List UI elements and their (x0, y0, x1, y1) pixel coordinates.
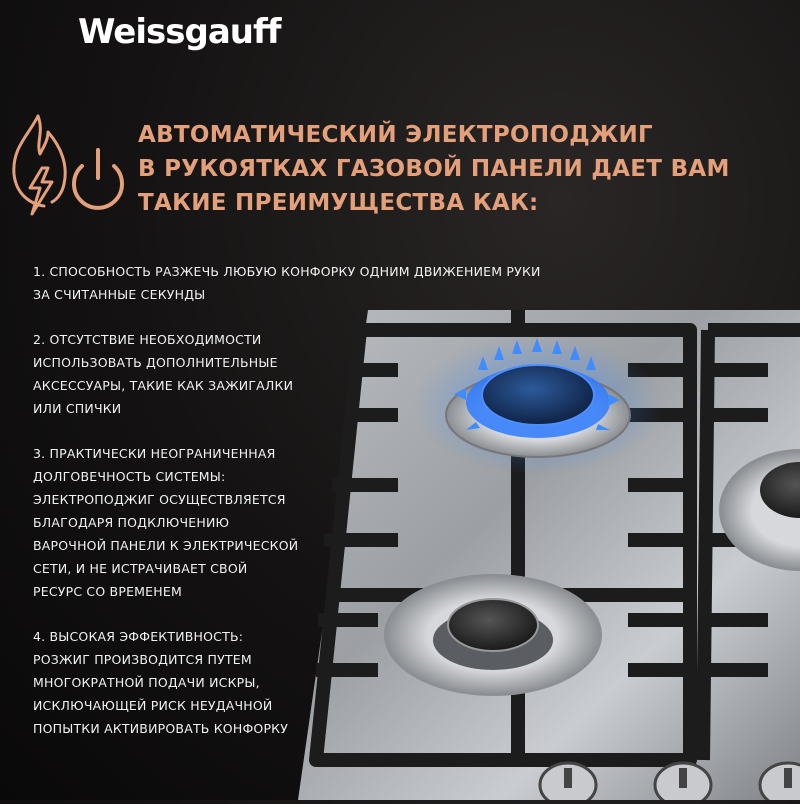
power-icon (74, 150, 122, 208)
benefit-line: ЗА СЧИТАННЫЕ СЕКУНДЫ (33, 287, 206, 302)
burner-cap (482, 365, 594, 425)
benefit-line: ПОПЫТКИ АКТИВИРОВАТЬ КОНФОРКУ (33, 721, 289, 736)
headline-line: АВТОМАТИЧЕСКИЙ ЭЛЕКТРОПОДЖИГ (138, 122, 654, 148)
benefit-line: СЕТИ, И НЕ ИСТРАЧИВАЕТ СВОЙ (33, 561, 248, 576)
benefit-line: ЭЛЕКТРОПОДЖИГ ОСУЩЕСТВЛЯЕТСЯ (33, 492, 286, 507)
benefit-line: 1. СПОСОБНОСТЬ РАЗЖЕЧЬ ЛЮБУЮ КОНФОРКУ ОДНИМ ДВИЖЕНИЕМ РУКИ (33, 264, 541, 279)
headline (138, 118, 730, 220)
headline-line: ТАКИЕ ПРЕИМУЩЕСТВА КАК: (138, 190, 539, 216)
benefit-line: БЛАГОДАРЯ ПОДКЛЮЧЕНИЮ (33, 515, 230, 530)
brand-logo: Weissgauff (78, 12, 281, 52)
benefit-line: ИЛИ СПИЧКИ (33, 401, 122, 416)
benefit-line: 2. ОТСУТСТВИЕ НЕОБХОДИМОСТИ (33, 332, 262, 347)
burner-cap (448, 599, 538, 651)
feature-icons (8, 108, 128, 238)
benefit-line: МНОГОКРАТНОЙ ПОДАЧИ ИСКРЫ, (33, 675, 260, 690)
benefit-line: 4. ВЫСОКАЯ ЭФФЕКТИВНОСТЬ: (33, 629, 244, 644)
headline-line: В РУКОЯТКАХ ГАЗОВОЙ ПАНЕЛИ ДАЕТ ВАМ (138, 156, 730, 182)
benefit-line: ВАРОЧНОЙ ПАНЕЛИ К ЭЛЕКТРИЧЕСКОЙ (33, 538, 299, 553)
flame-lightning-icon (14, 116, 65, 214)
benefit-line: ДОЛГОВЕЧНОСТЬ СИСТЕМЫ: (33, 469, 226, 484)
gas-hob-image (298, 290, 800, 800)
benefit-line: ИСПОЛЬЗОВАТЬ ДОПОЛНИТЕЛЬНЫЕ (33, 355, 278, 370)
benefit-line: РОЗЖИГ ПРОИЗВОДИТСЯ ПУТЕМ (33, 652, 252, 667)
benefit-line: ИСКЛЮЧАЮЩЕЙ РИСК НЕУДАЧНОЙ (33, 698, 273, 713)
benefit-line: РЕСУРС СО ВРЕМЕНЕМ (33, 584, 182, 599)
benefit-line: АКСЕССУАРЫ, ТАКИЕ КАК ЗАЖИГАЛКИ (33, 378, 294, 393)
benefit-line: 3. ПРАКТИЧЕСКИ НЕОГРАНИЧЕННАЯ (33, 446, 276, 461)
